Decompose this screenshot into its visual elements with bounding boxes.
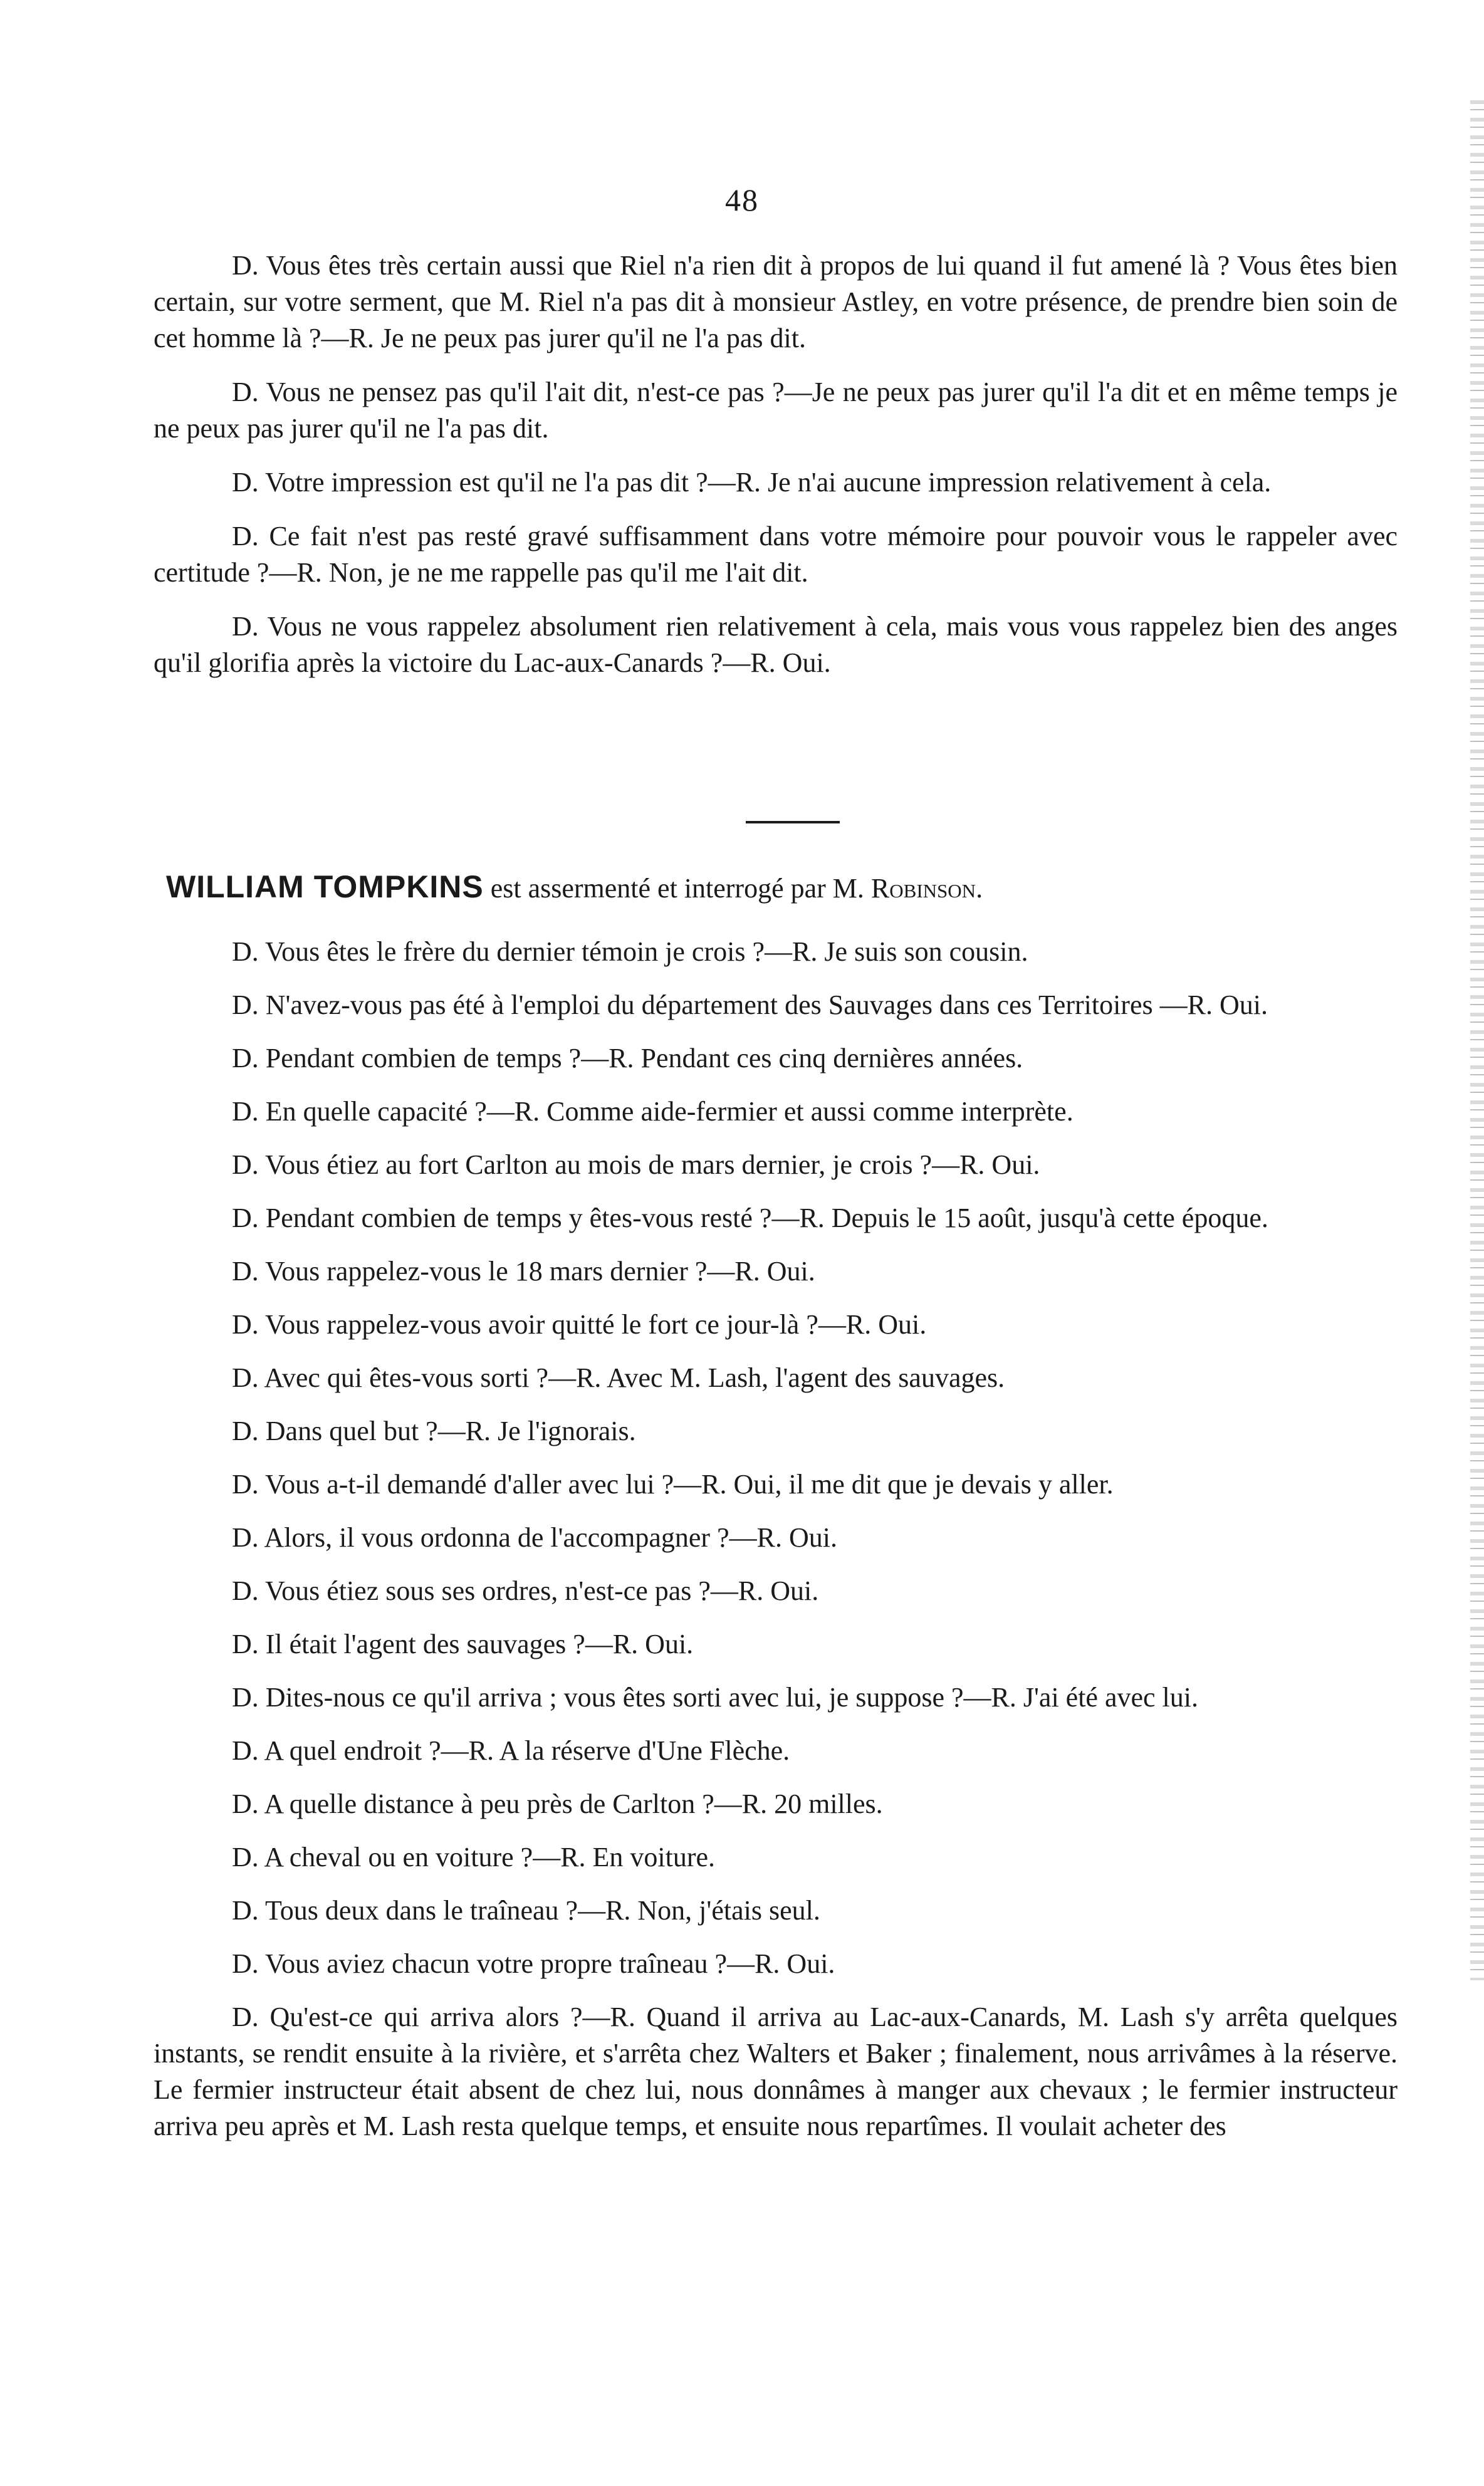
qa-line: D. Vous a-t-il demandé d'aller avec lui ?—R. Oui, il me dit que je devais y aller. (232, 1469, 1114, 1500)
qa-line: D. Vous étiez au fort Carlton au mois de mars dernier, je crois ?—R. Oui. (232, 1149, 1040, 1180)
qa-line: D. Vous êtes le frère du dernier témoin je crois ?—R. Je suis son cousin. (232, 936, 1028, 967)
previous-testimony (154, 248, 1398, 699)
qa-line: D. A quelle distance à peu près de Carlton ?—R. 20 milles. (232, 1789, 883, 1819)
paragraph: D. Vous êtes très certain aussi que Riel n'a rien dit à propos de lui quand il fut amené là ? Vous êtes bien certain, sur votre serment, que M. Riel n'a pas dit à monsieur Astley, en votre présence, de prendre bien soin de cet homme là ?—R. Je ne peux pas jurer qu'il ne l'a pas dit. (154, 250, 1398, 353)
section-divider (746, 821, 840, 823)
page-number: 48 (725, 182, 759, 217)
qa-line: D. A quel endroit ?—R. A la réserve d'Une Flèche. (232, 1735, 790, 1766)
tompkins-testimony (154, 934, 1398, 2161)
qa-line: D. Qu'est-ce qui arriva alors ?—R. Quand il arriva au Lac-aux-Canards, M. Lash s'y arrêta quelques instants, se rendit ensuite à la rivière, et s'arrêta chez Walters et Baker ; finalement, nous arrivâmes à la réserve. Le fermier instructeur était absent de chez lui, nous donnâmes à manger aux chevaux ; le fermier instructeur arriva peu après et M. Lash resta quelque temps, et ensuite nous repartîmes. Il voulait acheter des (154, 2002, 1398, 2141)
qa-line: D. Pendant combien de temps y êtes-vous resté ?—R. Depuis le 15 août, jusqu'à cette époque. (232, 1203, 1268, 1233)
paragraph: D. Vous ne pensez pas qu'il l'ait dit, n'est-ce pas ?—Je ne peux pas jurer qu'il l'a dit et en même temps je ne peux pas jurer qu'il ne l'a pas dit. (154, 377, 1398, 444)
heading-end: . (976, 873, 983, 904)
qa-line: D. Il était l'agent des sauvages ?—R. Oui. (232, 1629, 694, 1659)
qa-line: D. Tous deux dans le traîneau ?—R. Non, j'étais seul. (232, 1895, 820, 1926)
scan-edge-artifact (1470, 100, 1484, 1980)
witness-heading (166, 868, 1294, 907)
qa-line: D. Vous étiez sous ses ordres, n'est-ce pas ?—R. Oui. (232, 1575, 819, 1606)
qa-line: D. A cheval ou en voiture ?—R. En voiture. (232, 1842, 716, 1872)
paragraph: D. Votre impression est qu'il ne l'a pas dit ?—R. Je n'ai aucune impression relativement à cela. (232, 467, 1272, 498)
qa-line: D. Vous rappelez-vous avoir quitté le fort ce jour-là ?—R. Oui. (232, 1309, 927, 1340)
examiner-name: Robinson (870, 873, 976, 904)
qa-line: D. Pendant combien de temps ?—R. Pendant ces cinq dernières années. (232, 1043, 1023, 1073)
paragraph: D. Vous ne vous rappelez absolument rien relativement à cela, mais vous vous rappelez bien des anges qu'il glorifia après la victoire du Lac-aux-Canards ?—R. Oui. (154, 611, 1398, 678)
paragraph: D. Ce fait n'est pas resté gravé suffisamment dans votre mémoire pour pouvoir vous le rappeler avec certitude ?—R. Non, je ne me rappelle pas qu'il me l'ait dit. (154, 521, 1398, 588)
qa-line: D. En quelle capacité ?—R. Comme aide-fermier et aussi comme interprète. (232, 1096, 1074, 1127)
witness-name: WILLIAM TOMPKINS (166, 869, 484, 904)
heading-text: est assermenté et interrogé par M. (483, 873, 871, 904)
qa-line: D. Vous rappelez-vous le 18 mars dernier ?—R. Oui. (232, 1256, 815, 1287)
qa-line: D. Dites-nous ce qu'il arriva ; vous êtes sorti avec lui, je suppose ?—R. J'ai été avec lui. (232, 1682, 1198, 1713)
qa-line: D. Alors, il vous ordonna de l'accompagner ?—R. Oui. (232, 1522, 837, 1553)
qa-line: D. Vous aviez chacun votre propre traîneau ?—R. Oui. (232, 1948, 835, 1979)
qa-line: D. Dans quel but ?—R. Je l'ignorais. (232, 1416, 636, 1446)
qa-line: D. Avec qui êtes-vous sorti ?—R. Avec M. Lash, l'agent des sauvages. (232, 1362, 1005, 1393)
qa-line: D. N'avez-vous pas été à l'emploi du département des Sauvages dans ces Territoires —R. Oui. (232, 990, 1268, 1020)
